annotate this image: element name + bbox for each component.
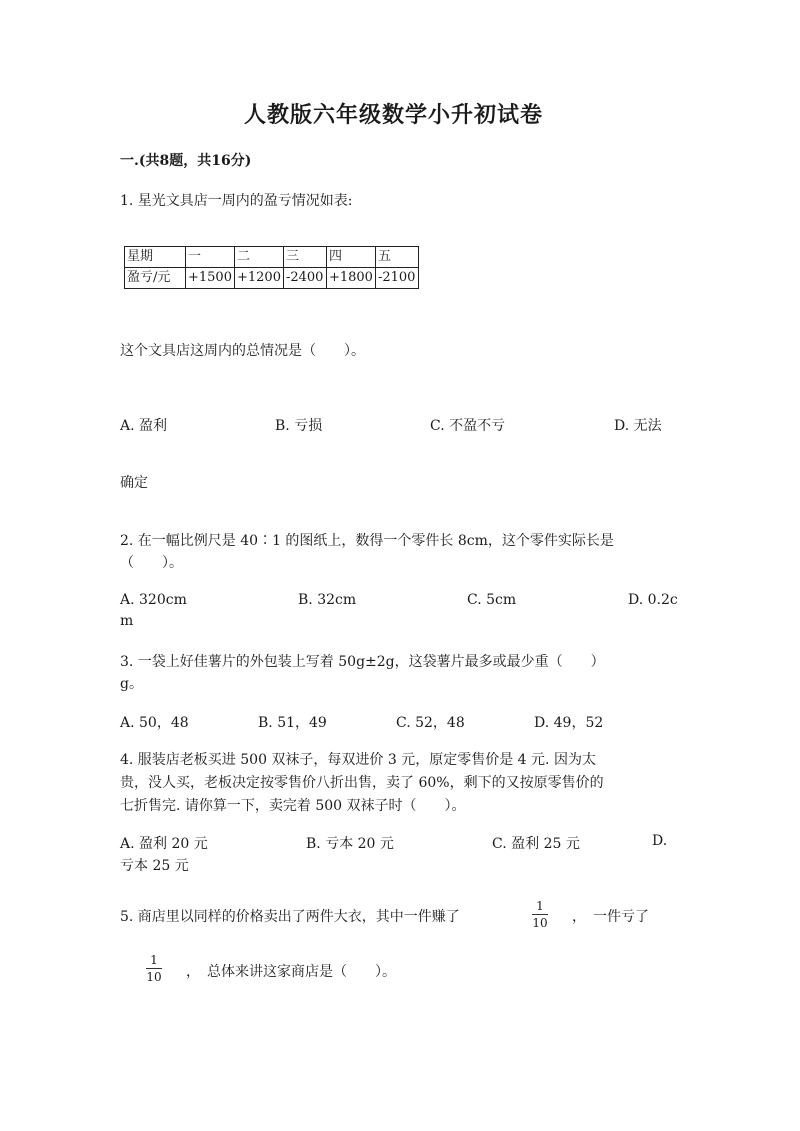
q2-option-d-wrap: m bbox=[120, 613, 134, 629]
q3-option-c: C. 52，48 bbox=[396, 715, 465, 731]
q5-stem: 5. 商店里以同样的价格卖出了两件大衣，其中一件赚了 bbox=[120, 909, 460, 925]
section-heading: 一.(共8题，共16分) bbox=[120, 153, 252, 169]
q5-fraction-1 bbox=[532, 899, 548, 930]
table-cell: -2100 bbox=[375, 268, 418, 289]
q2-option-d: D. 0.2c bbox=[628, 592, 678, 608]
fraction-bar bbox=[532, 914, 548, 915]
table-cell: -2400 bbox=[283, 268, 326, 289]
q5-stem-cont: ， 一件亏了 bbox=[572, 909, 649, 925]
q2-option-c: C. 5cm bbox=[467, 592, 517, 608]
q4-stem: 4. 服装店老板买进 500 双袜子，每双进价 3 元，原定零售价是 4 元. 因为太 bbox=[120, 752, 596, 768]
fraction-denominator: 10 bbox=[146, 970, 162, 984]
q2-stem-cont: （ ）。 bbox=[120, 555, 183, 571]
q3-option-b: B. 51，49 bbox=[258, 715, 327, 731]
table-row bbox=[125, 268, 419, 289]
table-cell: 一 bbox=[186, 247, 235, 268]
page-title: 人教版六年级数学小升初试卷 bbox=[244, 102, 544, 128]
fraction-numerator: 1 bbox=[150, 953, 158, 967]
q4-option-b: B. 亏本 20 元 bbox=[306, 836, 394, 852]
q2-option-b: B. 32cm bbox=[298, 592, 357, 608]
q1-ask: 这个文具店这周内的总情况是（ ）。 bbox=[120, 343, 365, 359]
q3-stem-cont: g。 bbox=[120, 676, 143, 692]
q3-option-d: D. 49，52 bbox=[534, 715, 604, 731]
table-cell: +1800 bbox=[326, 268, 375, 289]
q4-option-a: A. 盈利 20 元 bbox=[120, 836, 208, 852]
table-cell: 盈亏/元 bbox=[125, 268, 186, 289]
table-cell: 四 bbox=[326, 247, 375, 268]
q1-option-b: B. 亏损 bbox=[275, 418, 323, 434]
q1-option-d-wrap: 确定 bbox=[120, 475, 148, 491]
table-cell: 二 bbox=[234, 247, 283, 268]
q5-stem-end: ， 总体来讲这家商店是（ ）。 bbox=[186, 964, 396, 980]
table-cell: 五 bbox=[375, 247, 418, 268]
q2-option-a: A. 320cm bbox=[120, 592, 187, 608]
fraction-denominator: 10 bbox=[532, 916, 548, 930]
q5-fraction-2 bbox=[146, 953, 162, 984]
profit-table bbox=[124, 246, 419, 289]
q1-option-c: C. 不盈不亏 bbox=[430, 418, 506, 434]
table-cell: +1500 bbox=[186, 268, 235, 289]
q1-stem: 1. 星光文具店一周内的盈亏情况如表: bbox=[120, 193, 353, 209]
q4-option-d-wrap: 亏本 25 元 bbox=[120, 858, 189, 874]
table-cell: 星期 bbox=[125, 247, 186, 268]
q1-option-d: D. 无法 bbox=[614, 418, 662, 434]
table-cell: +1200 bbox=[234, 268, 283, 289]
q3-stem: 3. 一袋上好佳薯片的外包装上写着 50g±2g，这袋薯片最多或最少重（ ） bbox=[120, 654, 605, 670]
table-row bbox=[125, 247, 419, 268]
fraction-bar bbox=[146, 968, 162, 969]
q4-stem-cont-1: 贵，没人买，老板决定按零售价八折出售，卖了 60%，剩下的又按原零售价的 bbox=[120, 775, 604, 791]
fraction-numerator: 1 bbox=[536, 899, 544, 913]
q3-option-a: A. 50，48 bbox=[120, 715, 189, 731]
q4-stem-cont-2: 七折售完. 请你算一下，卖完着 500 双袜子时（ ）。 bbox=[120, 798, 466, 814]
q4-option-d: D. bbox=[652, 833, 668, 849]
table-cell: 三 bbox=[283, 247, 326, 268]
q1-option-a: A. 盈利 bbox=[120, 418, 168, 434]
q2-stem: 2. 在一幅比例尺是 40∶1 的图纸上，数得一个零件长 8cm，这个零件实际长是 bbox=[120, 533, 614, 549]
q4-option-c: C. 盈利 25 元 bbox=[492, 836, 580, 852]
